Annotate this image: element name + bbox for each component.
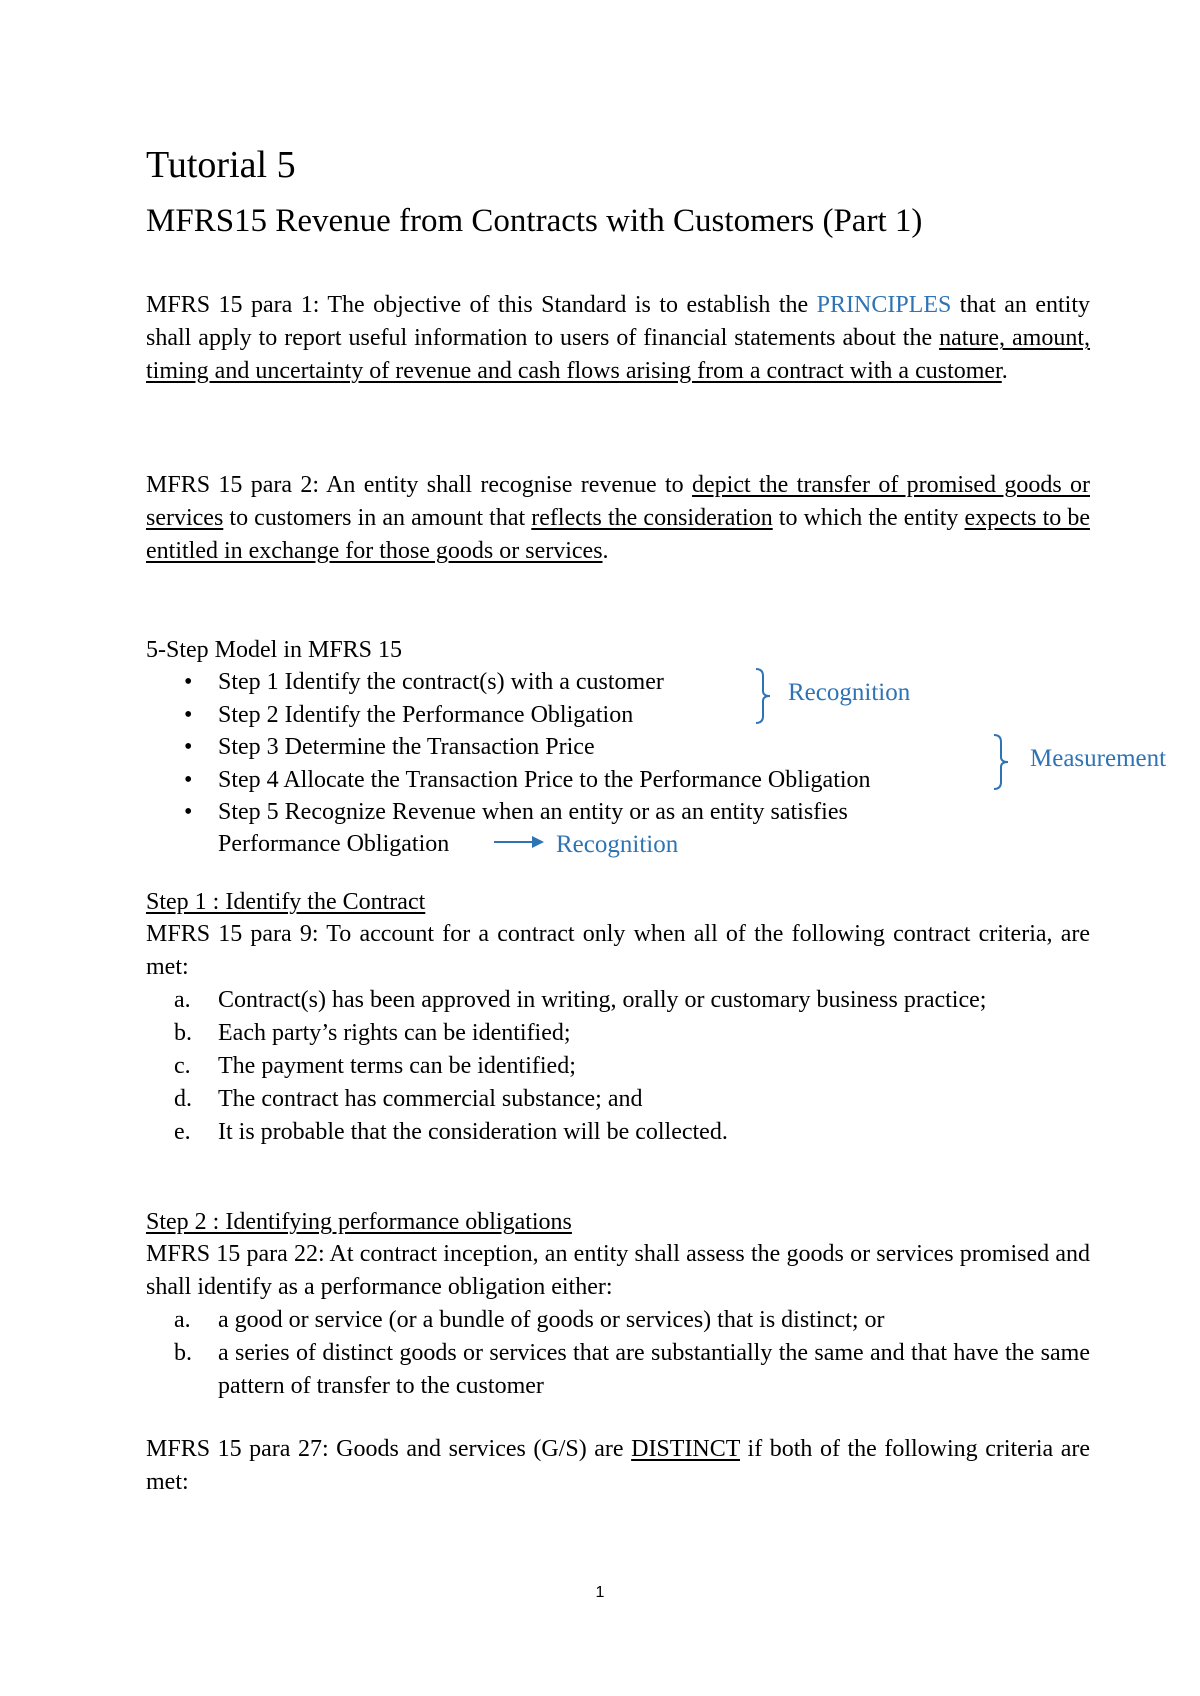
step2-options-list [146,1304,1090,1403]
para-2-underline-2: reflects the consideration [531,505,773,531]
principles-highlight: PRINCIPLES [816,292,952,318]
list-text: The contract has commercial substance; and [218,1086,643,1112]
para-27-text-b: if both of the following criteria are met: [146,1436,1090,1495]
list-text: The payment terms can be identified; [218,1053,576,1079]
para-2-underline-3: expects to be entitled in exchange for those goods or services [146,505,1090,564]
bullet: • [184,702,193,728]
page-number: 1 [595,1584,605,1601]
measurement-brace-icon [992,733,1012,791]
bullet: • [184,799,193,825]
para-2-end: . [602,538,609,564]
list-marker: b. [174,1020,192,1046]
list-text: It is probable that the consideration will be collected. [218,1119,728,1145]
list-marker: d. [174,1086,192,1112]
para-2-underline-1: depict the transfer of promised goods or services [146,472,1090,531]
step2-heading-text: Step 2 : Identifying performance obligations [146,1209,572,1235]
para-1 [146,289,1090,388]
list-marker: a. [174,987,191,1013]
para-2-text-a: MFRS 15 para 2: An entity shall recognise revenue to [146,472,693,498]
step2-heading [146,1206,572,1239]
para-27 [146,1433,1090,1499]
step-text: Step 3 Determine the Transaction Price [218,734,595,760]
list-text: a series of distinct goods or services that are substantially the same and that have the same pattern of transfer to the customer [218,1340,1090,1399]
bullet: • [184,767,193,793]
para-1-underlined: nature, amount, timing and uncertainty of revenue and cash flows arising from a contract with a customer [146,325,1091,384]
list-item [146,1304,1090,1337]
step1-heading-text: Step 1 : Identify the Contract [146,889,426,915]
para-27-text-a: MFRS 15 para 27: Goods and services (G/S) are [146,1436,632,1462]
page-title: Tutorial 5 [146,144,296,186]
list-item [146,1050,1090,1083]
list-item [146,1116,1090,1149]
measurement-label: Measurement [1030,745,1167,772]
list-item [146,984,1090,1017]
list-item [146,1337,1090,1403]
page-subtitle: MFRS15 Revenue from Contracts with Customers (Part 1) [146,203,923,239]
step-text: Step 2 Identify the Performance Obligation [218,702,634,728]
distinct-underlined: DISTINCT [631,1436,740,1462]
recognition-label-2: Recognition [556,831,679,858]
step1-heading [146,886,425,919]
list-text: a good or service (or a bundle of goods or services) that is distinct; or [218,1307,885,1333]
list-item [146,1083,1090,1116]
step2-intro: MFRS 15 para 22: At contract inception, an entity shall assess the goods or services promised and shall identify as a performance obligation either: [146,1241,1090,1300]
para-1-text-a: MFRS 15 para 1: The objective of this Standard is to establish the [146,292,817,318]
list-item [146,1017,1090,1050]
list-marker: e. [174,1119,191,1145]
para-2-text-c: to which the entity [772,505,965,531]
recognition-brace-icon [754,667,774,725]
list-text: Each party’s rights can be identified; [218,1020,571,1046]
list-text: Contract(s) has been approved in writing, orally or customary business practice; [218,987,987,1013]
step1-criteria-list [146,984,1090,1149]
step-text: Performance Obligation [218,831,450,857]
para-1-end: . [1001,358,1008,384]
step-text: Step 1 Identify the contract(s) with a customer [218,669,664,695]
list-marker: c. [174,1053,191,1079]
para-1-text-b: that an entity shall apply to report useful information to users of financial statements about the [146,292,1091,351]
arrow-right-icon [494,834,546,850]
step-text: Step 4 Allocate the Transaction Price to the Performance Obligation [218,767,871,793]
para-2 [146,469,1090,568]
list-marker: b. [174,1340,192,1366]
step-text: Step 5 Recognize Revenue when an entity or as an entity satisfies [218,799,848,825]
bullet: • [184,734,193,760]
model-heading: 5-Step Model in MFRS 15 [146,637,403,663]
para-2-text-b: to customers in an amount that [223,505,532,531]
recognition-label: Recognition [788,679,911,706]
bullet: • [184,669,193,695]
step1-intro: MFRS 15 para 9: To account for a contract only when all of the following contract criteria, are met: [146,921,1090,980]
list-marker: a. [174,1307,191,1333]
